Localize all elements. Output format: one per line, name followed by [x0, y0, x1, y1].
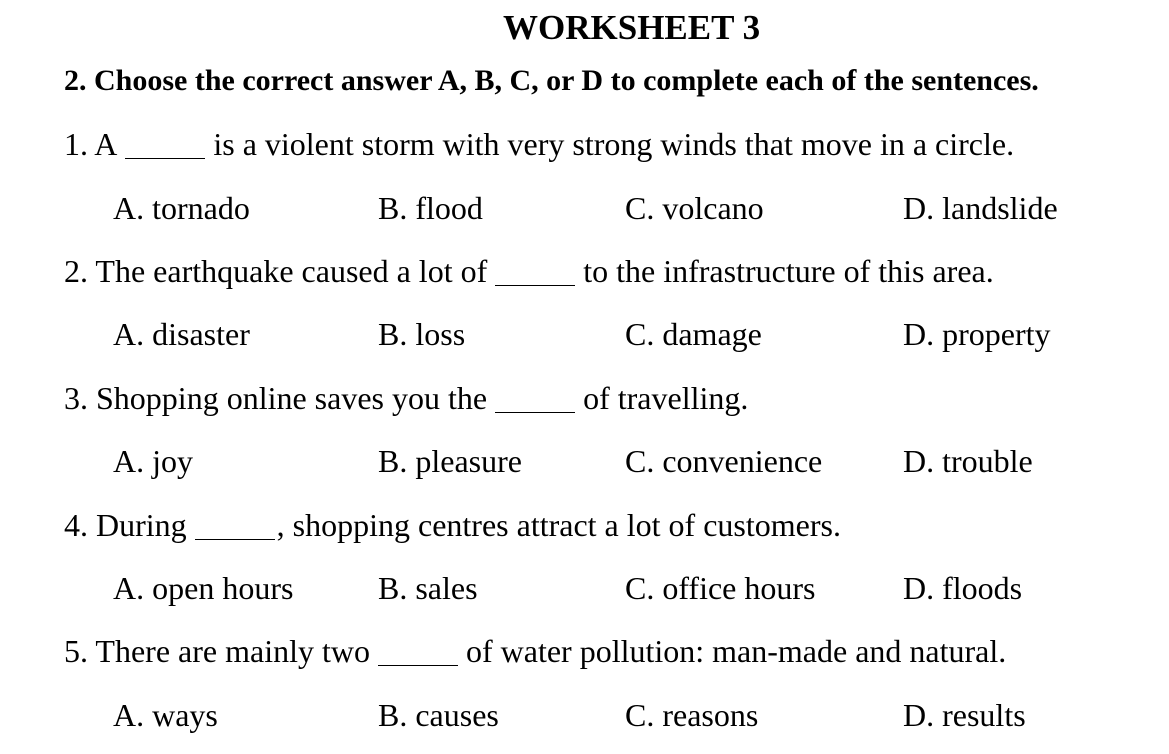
question-1	[64, 124, 1014, 164]
question-4-option-b: B. sales	[378, 570, 478, 606]
question-4-before: 4. During	[64, 507, 187, 543]
question-2-option-b: B. loss	[378, 316, 466, 352]
question-2	[64, 251, 994, 291]
question-1-blank	[125, 157, 205, 159]
question-2-option-d: D. property	[903, 316, 1051, 352]
question-5-option-a: A. ways	[113, 697, 218, 733]
question-3-option-a: A. joy	[113, 443, 193, 479]
question-2-before: 2. The earthquake caused a lot of	[64, 253, 488, 289]
question-2-blank	[495, 284, 575, 286]
question-4-option-d: D. floods	[903, 570, 1023, 606]
question-5-before: 5. There are mainly two	[64, 633, 370, 669]
question-5-after: of water pollution: man-made and natural.	[465, 633, 1007, 669]
question-3-before: 3. Shopping online saves you the	[64, 380, 488, 416]
question-4-option-c: C. office hours	[625, 570, 816, 606]
question-5-option-d: D. results	[903, 697, 1026, 733]
question-4	[64, 505, 841, 545]
question-4-after: , shopping centres attract a lot of customers.	[276, 507, 841, 543]
question-2-after: to the infrastructure of this area.	[583, 253, 994, 289]
question-5-blank	[378, 664, 458, 666]
worksheet-title: WORKSHEET 3	[503, 8, 761, 47]
question-1-option-b: B. flood	[378, 190, 483, 226]
question-3-option-d: D. trouble	[903, 443, 1033, 479]
question-3-after: of travelling.	[583, 380, 749, 416]
question-2-option-a: A. disaster	[113, 316, 250, 352]
question-1-option-c: C. volcano	[625, 190, 764, 226]
question-1-option-a: A. tornado	[113, 190, 250, 226]
question-2-option-c: C. damage	[625, 316, 762, 352]
question-4-option-a: A. open hours	[113, 570, 294, 606]
instruction-text: 2. Choose the correct answer A, B, C, or D to complete each of the sentences.	[64, 64, 1039, 97]
question-5-option-b: B. causes	[378, 697, 499, 733]
question-3-blank	[495, 411, 575, 413]
question-3-option-c: C. convenience	[625, 443, 823, 479]
question-3-option-b: B. pleasure	[378, 443, 522, 479]
question-5-option-c: C. reasons	[625, 697, 759, 733]
question-1-before: 1. A	[64, 126, 118, 162]
question-4-blank	[195, 538, 275, 540]
question-5	[64, 631, 1006, 671]
question-3	[64, 378, 748, 418]
question-1-option-d: D. landslide	[903, 190, 1058, 226]
question-1-after: is a violent storm with very strong winds that move in a circle.	[213, 126, 1015, 162]
